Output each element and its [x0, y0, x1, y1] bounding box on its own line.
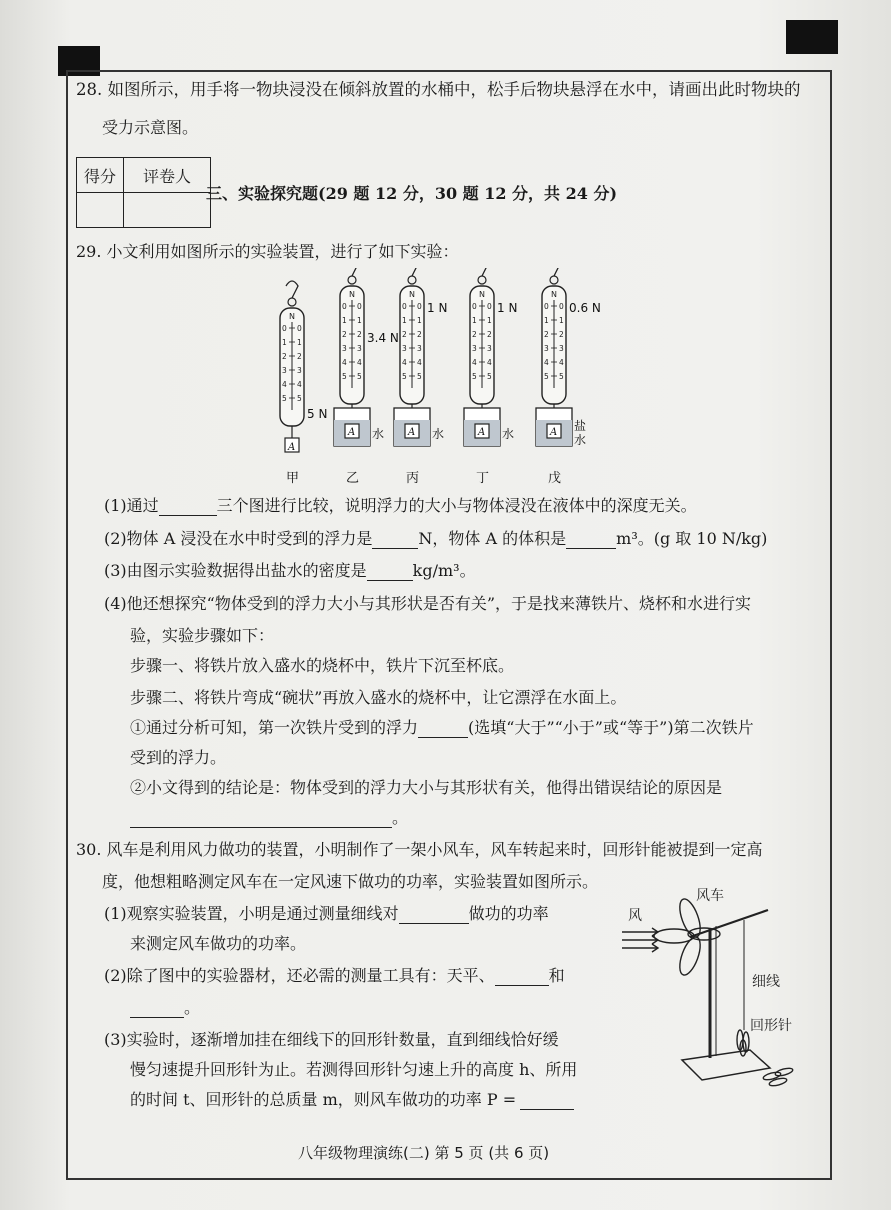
grader-cell[interactable]: [124, 193, 211, 228]
scale-number-right: 3: [417, 344, 422, 353]
q30-p2-text-b: 和: [548, 966, 565, 985]
figure-caption: 戊: [548, 471, 562, 486]
q29-p4b: 验，实验步骤如下：: [130, 626, 275, 645]
q29-p1: [104, 496, 697, 516]
scale-number-right: 3: [297, 366, 302, 375]
q30-p1-text-a: (1)观察实验装置，小明是通过测量细线对: [104, 904, 399, 923]
section3-title: 三、实验探究题(29 题 12 分，30 题 12 分，共 24 分): [206, 184, 618, 203]
scale-number-left: 0: [342, 302, 347, 311]
grader-header: 评卷人: [124, 158, 211, 193]
scale-number-right: 3: [487, 344, 492, 353]
scale-top-label: N: [289, 312, 295, 321]
liquid-label-salt: 水: [574, 433, 587, 447]
scale-number-left: 0: [402, 302, 407, 311]
q29-p2-text-c: m³。(g 取 10 N/kg): [616, 529, 768, 548]
scale-number-left: 4: [342, 358, 347, 367]
scale-number-right: 4: [417, 358, 422, 367]
paper-clip-icon: [737, 1030, 793, 1087]
q29-s1: [130, 718, 754, 738]
scale-number-left: 4: [472, 358, 477, 367]
scale-reading: 3.4 N: [367, 331, 399, 345]
scale-number-left: 5: [402, 372, 407, 381]
scale-number-right: 3: [559, 344, 564, 353]
scale-reading: 1 N: [497, 301, 518, 315]
scale-number-right: 3: [357, 344, 362, 353]
score-header: 得分: [77, 158, 124, 193]
stand-base: [682, 1050, 770, 1080]
scale-number-left: 2: [342, 330, 347, 339]
block-a-label: A: [288, 442, 296, 453]
scale-top-label: N: [479, 290, 485, 299]
figure-caption: 甲: [286, 471, 300, 486]
q29-s2-end: 。: [392, 808, 409, 827]
scale-number-left: 5: [472, 372, 477, 381]
q29-step2: 步骤二、将铁片弯成“碗状”再放入盛水的烧杯中，让它漂浮在水面上。: [130, 688, 627, 707]
q29-s1-text-b: (选填“大于”“小于”或“等于”)第二次铁片: [468, 718, 754, 737]
scale-number-left: 2: [402, 330, 407, 339]
scale-number-right: 4: [357, 358, 362, 367]
q30-p1: [104, 904, 549, 924]
page-footer: 八年级物理演练(二) 第 5 页 (共 6 页): [298, 1144, 550, 1162]
scale-number-right: 0: [417, 302, 422, 311]
q29-blank-3[interactable]: [566, 532, 616, 549]
scale-number-right: 0: [357, 302, 362, 311]
q29-p3: [104, 561, 476, 581]
scale-number-right: 2: [357, 330, 362, 339]
q29-s2-answer: [130, 808, 408, 828]
q30-p3c-text: 的时间 t、回形针的总质量 m，则风车做功的功率 P =: [130, 1090, 517, 1109]
q30-blank-2[interactable]: [495, 969, 549, 986]
figure-caption: 乙: [346, 471, 360, 486]
hook-icon: [406, 268, 418, 276]
q29-p4: (4)他还想探究“物体受到的浮力大小与其形状是否有关”，于是找来薄铁片、烧杯和水进行实: [104, 594, 752, 613]
scale-number-left: 1: [472, 316, 477, 325]
scale-number-left: 1: [544, 316, 549, 325]
q29-s1c: 受到的浮力。: [130, 748, 227, 767]
scale-number-right: 1: [417, 316, 422, 325]
q29-step1: 步骤一、将铁片放入盛水的烧杯中，铁片下沉至杯底。: [130, 656, 515, 675]
scale-number-right: 0: [559, 302, 564, 311]
q29-blank-4[interactable]: [367, 564, 413, 581]
scale-number-left: 1: [282, 338, 287, 347]
block-a-label: A: [348, 427, 356, 438]
q30-p2-end: 。: [184, 998, 201, 1017]
scale-number-right: 5: [357, 372, 362, 381]
scale-number-left: 5: [544, 372, 549, 381]
scale-number-left: 1: [342, 316, 347, 325]
windmill-figure: [604, 880, 830, 1092]
liquid-label-water: 水: [502, 427, 515, 441]
scale-number-left: 5: [282, 394, 287, 403]
scale-number-left: 4: [544, 358, 549, 367]
q29-stem: 29. 小文利用如图所示的实验装置，进行了如下实验：: [76, 242, 459, 261]
scale-number-left: 2: [282, 352, 287, 361]
q30-blank-4[interactable]: [520, 1093, 574, 1110]
q30-p1c: 来测定风车做功的功率。: [130, 934, 307, 953]
q30-p3c: [130, 1090, 574, 1110]
scale-number-right: 4: [297, 380, 302, 389]
scale-number-right: 0: [297, 324, 302, 333]
axle: [690, 910, 768, 937]
scale-top-label: N: [349, 290, 355, 299]
q29-s2: ②小文得到的结论是：物体受到的浮力大小与其形状有关，他得出错误结论的原因是: [130, 778, 723, 797]
ring-icon: [408, 276, 416, 284]
q29-p1-text-a: (1)通过: [104, 496, 159, 515]
scale-number-left: 5: [342, 372, 347, 381]
scale-number-left: 3: [472, 344, 477, 353]
scale-number-right: 2: [417, 330, 422, 339]
scale-number-left: 0: [282, 324, 287, 333]
scale-number-right: 5: [417, 372, 422, 381]
ring-icon: [288, 298, 296, 306]
scale-number-right: 2: [487, 330, 492, 339]
scale-top-label: N: [551, 290, 557, 299]
q29-blank-2[interactable]: [372, 532, 418, 549]
scale-number-right: 1: [297, 338, 302, 347]
ring-icon: [478, 276, 486, 284]
scale-number-right: 4: [487, 358, 492, 367]
q30-p3b: 慢匀速提升回形针为止。若测得回形针匀速上升的高度 h、所用: [130, 1060, 578, 1079]
scale-top-label: N: [409, 290, 415, 299]
scale-number-left: 2: [544, 330, 549, 339]
q30-blank-3[interactable]: [130, 1001, 184, 1018]
q29-blank-5[interactable]: [418, 721, 468, 738]
scale-number-left: 3: [282, 366, 287, 375]
ring-icon: [348, 276, 356, 284]
liquid-label-water: 水: [432, 427, 445, 441]
q30-line1: 30. 风车是利用风力做功的装置，小明制作了一架小风车，风车转起来时，回形针能被提到一定高: [76, 840, 763, 859]
scale-number-left: 1: [402, 316, 407, 325]
scale-number-right: 1: [357, 316, 362, 325]
scale-number-right: 1: [487, 316, 492, 325]
q30-blank-1[interactable]: [399, 907, 469, 924]
label-wind: 风: [628, 908, 642, 924]
hook-icon: [476, 268, 488, 276]
liquid-label-water: 水: [372, 427, 385, 441]
q29-p1-text-b: 三个图进行比较，说明浮力的大小与物体浸没在液体中的深度无关。: [216, 496, 697, 515]
q29-p2-text-a: (2)物体 A 浸没在水中时受到的浮力是: [104, 529, 373, 548]
scale-number-left: 3: [544, 344, 549, 353]
q30-p3a: (3)实验时，逐渐增加挂在细线下的回形针数量，直到细线恰好缓: [104, 1030, 559, 1049]
label-windmill: 风车: [696, 888, 724, 904]
q28-line1: 28. 如图所示，用手将一物块浸没在倾斜放置的水桶中，松手后物块悬浮在水中，请画出此时物块的: [76, 80, 801, 99]
score-cell[interactable]: [77, 193, 124, 228]
scale-number-left: 3: [342, 344, 347, 353]
scale-reading: 1 N: [427, 301, 448, 315]
q30-p2-text-a: (2)除了图中的实验器材，还必需的测量工具有：天平、: [104, 966, 495, 985]
q29-p3-text-a: (3)由图示实验数据得出盐水的密度是: [104, 561, 367, 580]
scale-number-left: 2: [472, 330, 477, 339]
corner-mark-right: [786, 20, 838, 54]
scale-number-right: 0: [487, 302, 492, 311]
scale-number-right: 2: [297, 352, 302, 361]
scale-number-left: 0: [544, 302, 549, 311]
block-a-label: A: [550, 427, 558, 438]
q29-p2-text-b: N，物体 A 的体积是: [418, 529, 567, 548]
figure-caption: 丙: [406, 471, 420, 486]
scale-number-left: 3: [402, 344, 407, 353]
scale-number-right: 4: [559, 358, 564, 367]
q30-p2c: [130, 998, 200, 1018]
scale-number-right: 5: [297, 394, 302, 403]
ring-icon: [550, 276, 558, 284]
label-thread: 细线: [752, 974, 780, 990]
q28-line2: 受力示意图。: [102, 118, 199, 137]
q29-p2: [104, 529, 767, 549]
q30-p2: [104, 966, 565, 986]
scale-number-left: 4: [282, 380, 287, 389]
q29-blank-1[interactable]: [159, 499, 217, 516]
score-table: [76, 157, 211, 228]
block-a-label: A: [408, 427, 416, 438]
liquid-label-salt: 盐: [574, 419, 587, 433]
figure-caption: 丁: [476, 471, 490, 486]
scale-number-right: 2: [559, 330, 564, 339]
block-a-label: A: [478, 427, 486, 438]
scale-reading: 5 N: [307, 407, 328, 421]
scale-number-left: 4: [402, 358, 407, 367]
q29-s1-text-a: ①通过分析可知，第一次铁片受到的浮力: [130, 718, 419, 737]
scale-reading: 0.6 N: [569, 301, 601, 315]
q30-line2: 度，他想粗略测定风车在一定风速下做功的功率，实验装置如图所示。: [102, 872, 599, 891]
hook-icon: [346, 268, 358, 276]
q30-p1-text-b: 做功的功率: [468, 904, 549, 923]
scale-number-right: 5: [559, 372, 564, 381]
spring-scale-figure: [268, 268, 608, 490]
scale-number-right: 5: [487, 372, 492, 381]
q29-blank-6[interactable]: [130, 811, 392, 828]
scale-number-right: 1: [559, 316, 564, 325]
hook-icon: [548, 268, 560, 276]
scale-number-left: 0: [472, 302, 477, 311]
label-clip: 回形针: [750, 1018, 792, 1034]
hook-icon: [286, 281, 298, 298]
q29-p3-text-b: kg/m³。: [412, 561, 476, 580]
